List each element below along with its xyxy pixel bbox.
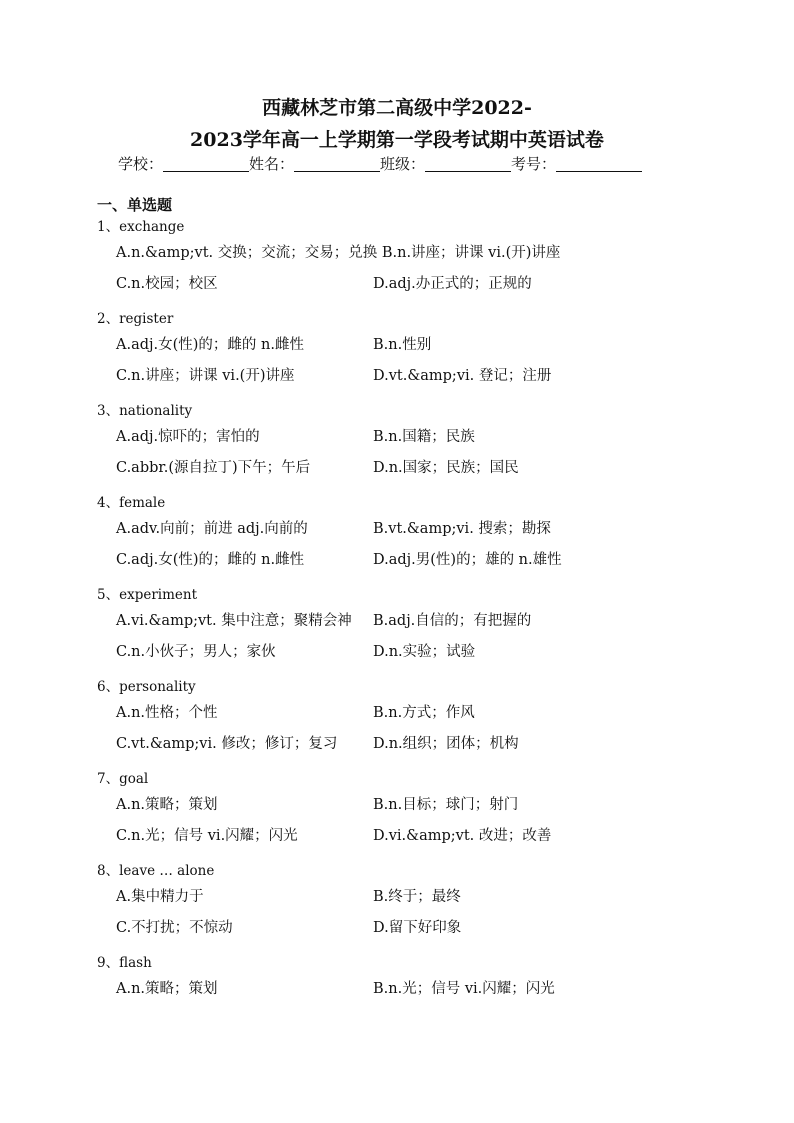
question-stem: 3、nationality <box>97 403 193 419</box>
option-c: C.n.小伙子；男人；家伙 <box>116 644 276 660</box>
question-stem: 5、experiment <box>97 587 198 603</box>
option-row <box>97 268 697 299</box>
option-a: A.adv.向前；前进 adj.向前的 <box>116 521 308 537</box>
question-item <box>97 217 697 299</box>
question-item <box>97 953 697 1004</box>
option-d: D.adj.男(性)的；雄的 n.雄性 <box>373 552 562 568</box>
id-blank[interactable] <box>556 155 642 172</box>
question-gap <box>97 299 697 309</box>
option-row <box>97 697 697 728</box>
option-row <box>97 820 697 851</box>
question-stem: 7、goal <box>97 771 149 787</box>
option-row <box>97 881 697 912</box>
option-row <box>97 789 697 820</box>
option-c: C.abbr.(源自拉丁)下午；午后 <box>116 460 311 476</box>
option-c: C.vt.&amp;vi. 修改；修订；复习 <box>116 736 338 752</box>
name-blank[interactable] <box>294 155 380 172</box>
option-c: C.n.光；信号 vi.闪耀；闪光 <box>116 828 298 844</box>
question-stem: 8、leave … alone <box>97 863 215 879</box>
question-list <box>97 217 697 1004</box>
question-gap <box>97 575 697 585</box>
question-gap <box>97 667 697 677</box>
exam-title-line-2: 2023学年高一上学期第一学段考试期中英语试卷 <box>190 129 604 151</box>
option-b: B.终于；最终 <box>373 889 461 905</box>
option-a: A.n.性格；个性 <box>116 705 218 721</box>
school-blank[interactable] <box>163 155 249 172</box>
option-a: A.vi.&amp;vt. 集中注意；聚精会神 <box>116 613 352 629</box>
option-row <box>97 237 697 268</box>
option-row <box>97 513 697 544</box>
option-a: A.adj.女(性)的；雌的 n.雌性 <box>116 337 304 353</box>
option-row <box>97 973 697 1004</box>
option-a: A.adj.惊吓的；害怕的 <box>116 429 260 445</box>
option-a: A.集中精力于 <box>116 889 204 905</box>
option-d: D.vt.&amp;vi. 登记；注册 <box>373 368 552 384</box>
question-gap <box>97 851 697 861</box>
question-item <box>97 585 697 667</box>
option-b: B.n.光；信号 vi.闪耀；闪光 <box>373 981 555 997</box>
option-d: D.n.实验；试验 <box>373 644 476 660</box>
question-gap <box>97 943 697 953</box>
option-a: A.n.策略；策划 <box>116 797 218 813</box>
question-stem: 6、personality <box>97 679 196 695</box>
option-row <box>97 360 697 391</box>
question-gap <box>97 483 697 493</box>
question-stem: 2、register <box>97 311 174 327</box>
question-gap <box>97 759 697 769</box>
option-a-b: A.n.&amp;vt. 交换；交流；交易；兑换 B.n.讲座；讲课 vi.(开)讲座 <box>116 245 561 261</box>
question-item <box>97 677 697 759</box>
class-label: 班级： <box>380 155 426 173</box>
question-stem: 4、female <box>97 495 166 511</box>
section-heading: 一、单选题 <box>97 196 173 214</box>
option-row <box>97 728 697 759</box>
option-d: D.留下好印象 <box>373 920 462 936</box>
option-b: B.n.目标；球门；射门 <box>373 797 519 813</box>
name-label: 姓名： <box>249 155 295 173</box>
option-c: C.adj.女(性)的；雌的 n.雌性 <box>116 552 305 568</box>
option-row <box>97 544 697 575</box>
option-row <box>97 605 697 636</box>
option-row <box>97 636 697 667</box>
id-label: 考号： <box>511 155 557 173</box>
option-d: D.vi.&amp;vt. 改进；改善 <box>373 828 552 844</box>
option-d: D.adj.办正式的；正规的 <box>373 276 532 292</box>
option-row <box>97 912 697 943</box>
option-c: C.n.讲座；讲课 vi.(开)讲座 <box>116 368 295 384</box>
option-b: B.n.国籍；民族 <box>373 429 475 445</box>
school-label: 学校： <box>118 155 164 173</box>
option-b: B.adj.自信的；有把握的 <box>373 613 532 629</box>
option-c: C.不打扰；不惊动 <box>116 920 233 936</box>
option-d: D.n.组织；团体；机构 <box>373 736 519 752</box>
option-row <box>97 452 697 483</box>
option-d: D.n.国家；民族；国民 <box>373 460 519 476</box>
class-blank[interactable] <box>425 155 511 172</box>
student-info-line <box>118 154 642 174</box>
option-a: A.n.策略；策划 <box>116 981 218 997</box>
question-item <box>97 861 697 943</box>
question-gap <box>97 391 697 401</box>
option-c: C.n.校园；校区 <box>116 276 218 292</box>
question-stem: 1、exchange <box>97 219 185 235</box>
question-item <box>97 493 697 575</box>
exam-title-line-1: 西藏林芝市第二高级中学2022- <box>262 97 532 119</box>
question-stem: 9、flash <box>97 955 152 971</box>
option-row <box>97 421 697 452</box>
question-item <box>97 769 697 851</box>
option-b: B.n.性别 <box>373 337 432 353</box>
option-b: B.n.方式；作风 <box>373 705 475 721</box>
question-item <box>97 401 697 483</box>
option-row <box>97 329 697 360</box>
question-item <box>97 309 697 391</box>
option-b: B.vt.&amp;vi. 搜索；勘探 <box>373 521 551 537</box>
